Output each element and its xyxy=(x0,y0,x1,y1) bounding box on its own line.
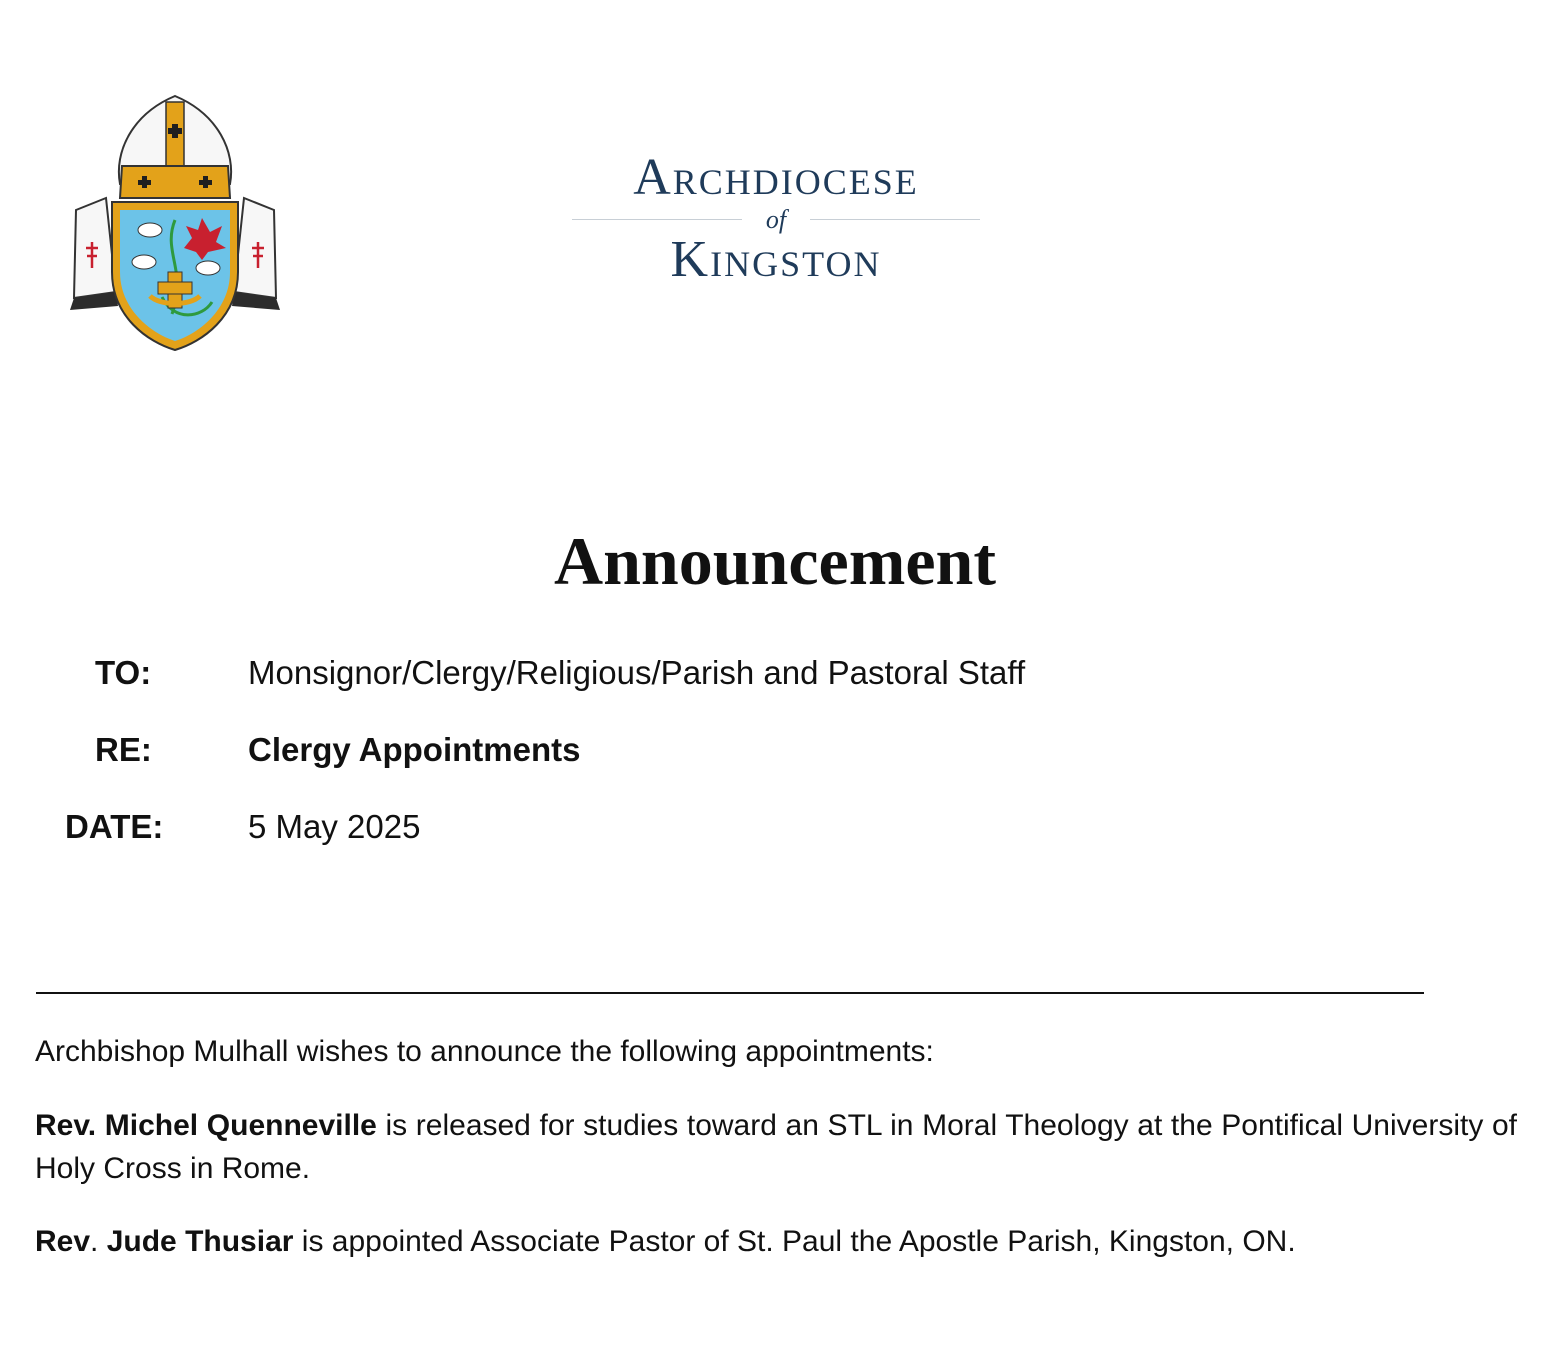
appointment-2-rev: Rev xyxy=(35,1225,91,1258)
document-title: Announcement xyxy=(553,523,997,599)
appointment-2-dot: . xyxy=(90,1225,107,1258)
separator-line xyxy=(36,992,1424,994)
wordmark-rule-right xyxy=(810,219,980,220)
re-value: Clergy Appointments xyxy=(248,731,581,768)
wordmark-of: of xyxy=(765,205,787,234)
appointment-1-name: Rev. Michel Quenneville xyxy=(35,1109,377,1142)
appointment-2-name: Jude Thusiar xyxy=(106,1225,294,1258)
date-value: 5 May 2025 xyxy=(248,808,421,845)
archdiocese-wordmark xyxy=(568,148,984,288)
intro-paragraph: Archbishop Mulhall wishes to announce the following appointments: xyxy=(35,1035,934,1068)
wordmark-line2: Kingston xyxy=(670,231,882,288)
appointment-1-text: is released for studies toward an STL in Moral Theology at the Pontifical University of Holy Cross in Rome. xyxy=(35,1109,1517,1185)
date-label: DATE: xyxy=(65,808,164,845)
to-value: Monsignor/Clergy/Religious/Parish and Pastoral Staff xyxy=(248,654,1026,691)
re-label: RE: xyxy=(95,731,152,768)
appointment-2-text: is appointed Associate Pastor of St. Paul the Apostle Parish, Kingston, ON. xyxy=(293,1225,1296,1258)
wordmark-line1: Archdiocese xyxy=(633,149,919,206)
archdiocese-crest-icon xyxy=(62,92,288,362)
wordmark-rule-left xyxy=(572,219,742,220)
to-label: TO: xyxy=(95,654,152,691)
appointment-paragraph-2 xyxy=(35,1220,1517,1263)
appointment-paragraph-1 xyxy=(35,1104,1517,1190)
